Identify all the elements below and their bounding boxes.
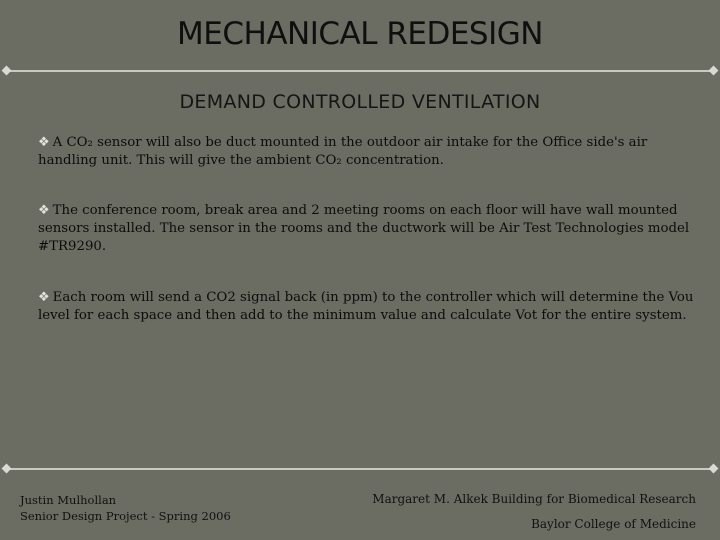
slide-title: MECHANICAL REDESIGN [177,16,543,52]
diamond-icon [709,464,719,474]
bottom-divider [6,468,714,470]
diamond-icon [709,66,719,76]
diamond-icon [2,464,12,474]
bullet-item [38,289,698,325]
footer-author: Justin Mulhollan [20,493,117,507]
bullet-text: A CO₂ sensor will also be duct mounted in the outdoor air intake for the Office side's air handling unit. This will give the ambient CO₂ concentration. [38,135,648,168]
footer-building: Margaret M. Alkek Building for Biomedical Research [372,492,696,506]
bullet-text: Each room will send a CO2 signal back (in ppm) to the controller which will determine the Vou level for each space and then add to the minimum value and calculate Vot for the entire system. [38,290,694,323]
slide-subtitle: DEMAND CONTROLLED VENTILATION [179,91,541,113]
diamond-bullet-icon: ❖ [38,290,50,305]
footer-institution: Baylor College of Medicine [531,517,696,531]
footer-left [20,492,231,524]
diamond-icon [2,66,12,76]
diamond-bullet-icon: ❖ [38,135,50,150]
diamond-bullet-icon: ❖ [38,203,50,218]
bullet-item [38,202,698,256]
bullet-text: The conference room, break area and 2 meeting rooms on each floor will have wall mounted sensors installed. The sensor in the rooms and the ductwork will be Air Test Technologies model #TR9290. [38,203,690,254]
bullet-item [38,134,698,170]
footer-project: Senior Design Project - Spring 2006 [20,509,231,523]
top-divider [6,70,714,72]
